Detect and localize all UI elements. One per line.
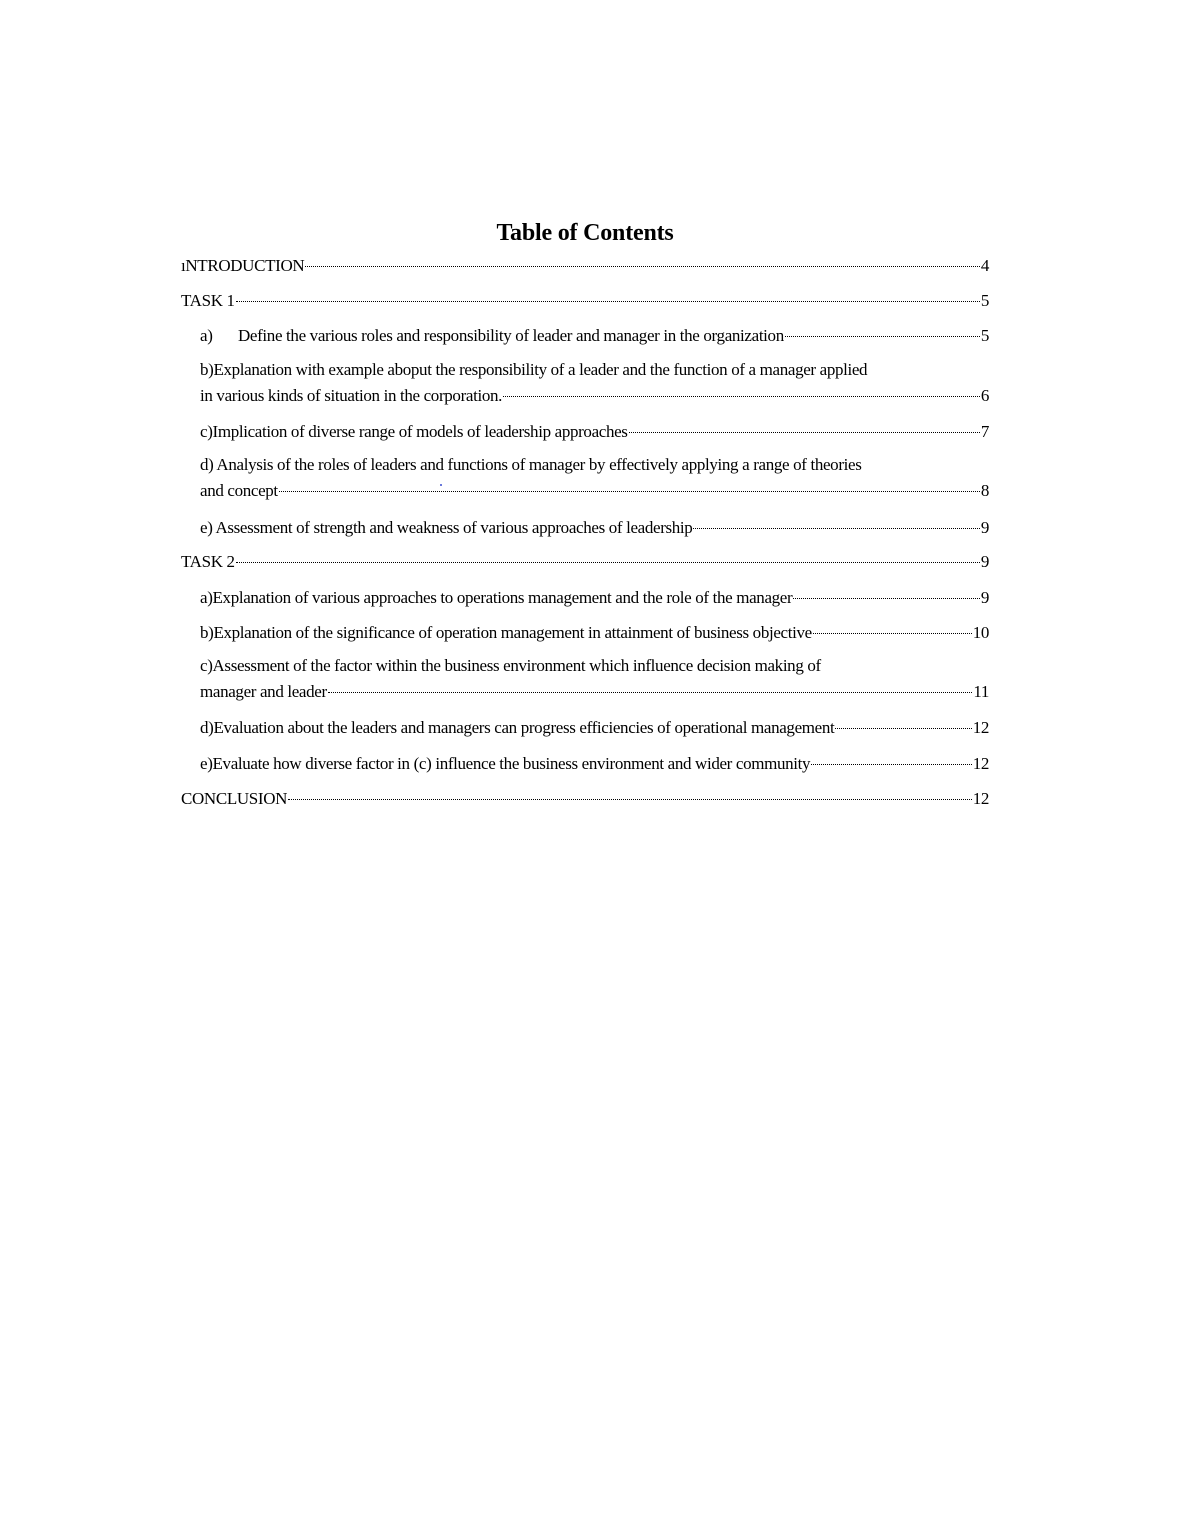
dot-leader xyxy=(811,764,972,765)
toc-entry-task-1[interactable] xyxy=(181,288,989,314)
list-marker: a) xyxy=(200,326,213,345)
toc-entry-text: e) Assessment of strength and weakness of various approaches of leadership xyxy=(200,518,693,537)
toc-page-number: 7 xyxy=(980,422,989,441)
toc-entry-task-2-a[interactable] xyxy=(200,585,989,611)
toc-page-number: 9 xyxy=(980,552,989,571)
dot-leader xyxy=(236,301,980,302)
toc-entry-task-2[interactable] xyxy=(181,549,989,575)
toc-entry-text: manager and leader xyxy=(200,682,327,701)
dot-leader xyxy=(305,266,980,267)
toc-entry-text: d)Evaluation about the leaders and managers can progress efficiencies of operational management xyxy=(200,718,835,737)
toc-page-number: 5 xyxy=(980,326,989,345)
toc-entry-task-1-b[interactable] xyxy=(200,357,989,409)
toc-entry-text: a)Explanation of various approaches to operations management and the role of the manager xyxy=(200,588,793,607)
toc-entry-task-1-a[interactable] xyxy=(200,323,989,349)
dot-leader xyxy=(835,728,971,729)
toc-title: Table of Contents xyxy=(496,220,674,246)
toc-page-number: 5 xyxy=(980,291,989,310)
toc-page-number: 11 xyxy=(973,682,989,701)
toc-entry-text: CONCLUSION xyxy=(181,789,288,808)
toc-entry-text: TASK 1 xyxy=(181,291,235,310)
toc-entry-text-line-1: c)Assessment of the factor within the business environment which influence decision making of xyxy=(200,656,821,675)
toc-entry-task-1-e[interactable] xyxy=(200,515,989,541)
toc-page-number: 8 xyxy=(980,481,989,500)
dot-leader xyxy=(288,799,972,800)
toc-entry-task-2-d[interactable] xyxy=(200,715,989,741)
toc-entry-text: ıNTRODUCTION xyxy=(181,256,305,275)
toc-page-number: 6 xyxy=(980,386,989,405)
toc-page-number: 12 xyxy=(972,718,989,737)
toc-entry-text: TASK 2 xyxy=(181,552,235,571)
toc-page-number: 9 xyxy=(980,518,989,537)
toc-entry-task-2-e[interactable] xyxy=(200,751,989,777)
dot-leader xyxy=(503,396,980,397)
toc-entry-text: Define the various roles and responsibility of leader and manager in the organization xyxy=(238,326,784,345)
stray-mark xyxy=(440,484,442,486)
toc-entry-task-2-b[interactable] xyxy=(200,620,989,646)
dot-leader xyxy=(793,598,980,599)
toc-entry-text: c)Implication of diverse range of models of leadership approaches xyxy=(200,422,628,441)
toc-entry-text: and concept xyxy=(200,481,278,500)
dot-leader xyxy=(279,491,980,492)
dot-leader xyxy=(236,562,980,563)
dot-leader xyxy=(813,633,972,634)
toc-page-number: 12 xyxy=(972,789,989,808)
toc-entry-text: b)Explanation of the significance of operation management in attainment of business objective xyxy=(200,623,812,642)
toc-page-number: 4 xyxy=(980,256,989,275)
toc-entry-conclusion[interactable] xyxy=(181,786,989,812)
toc-entry-text: e)Evaluate how diverse factor in (c) influence the business environment and wider community xyxy=(200,754,811,773)
toc-entry-text: in various kinds of situation in the corporation. xyxy=(200,386,503,405)
dot-leader xyxy=(629,432,980,433)
toc-page-number: 9 xyxy=(980,588,989,607)
toc-entry-task-1-c[interactable] xyxy=(200,419,989,445)
toc-entry-text-line-1: d) Analysis of the roles of leaders and functions of manager by effectively applying a range of theories xyxy=(200,455,862,474)
dot-leader xyxy=(693,528,979,529)
toc-entry-task-2-c[interactable] xyxy=(200,653,989,705)
toc-page-number: 10 xyxy=(972,623,989,642)
toc-entry-text-line-1: b)Explanation with example aboput the responsibility of a leader and the function of a manager applied xyxy=(200,360,868,379)
toc-entry-task-1-d[interactable] xyxy=(200,452,989,504)
toc-entry-introduction[interactable] xyxy=(181,253,989,279)
dot-leader xyxy=(328,692,973,693)
dot-leader xyxy=(785,336,980,337)
toc-page-number: 12 xyxy=(972,754,989,773)
